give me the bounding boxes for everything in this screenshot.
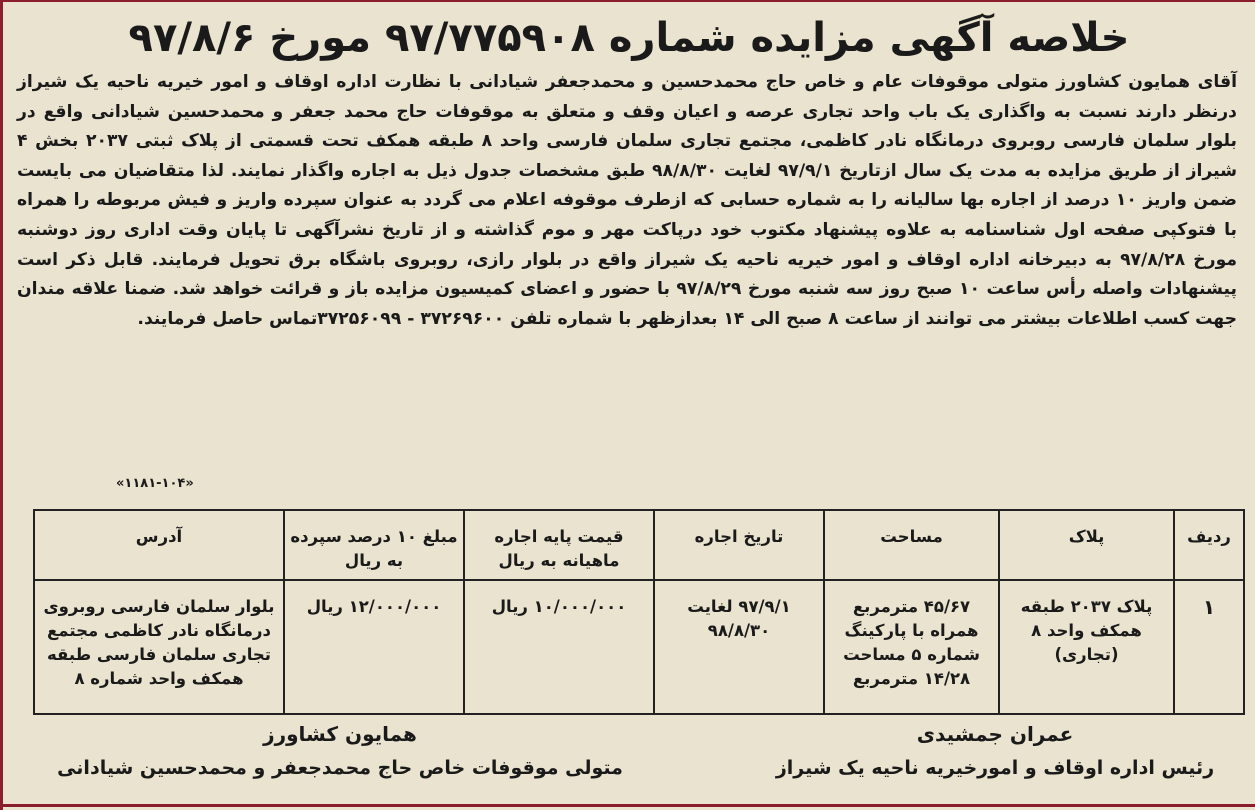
auction-table <box>33 509 1245 715</box>
notice-title: خلاصه آگهی مزایده شماره ۹۷/۷۷۵۹۰۸ مورخ ۹۷/۸/۶ <box>128 15 1130 61</box>
notice-paragraph: آقای همایون کشاورز متولی موقوفات عام و خاص حاج محمدحسین و محمدجعفر شیادانی با نظارت اداره اوقاف و امور خیریه ناحیه یک شیراز درنظر دارند نسبت به واگذاری یک باب واحد تجاری عرصه و اعیان وقف و متعلق به موقوفات حاج محمد جعفر و محمدحسین شیادانی واقع در بلوار سلمان فارسی روبروی درمانگاه نادر کاظمی، مجتمع تجاری سلمان فارسی واحد ۸ طبقه همکف تحت قسمتی از پلاک ثبتی ۲۰۳۷ بخش ۴ شیراز از طریق مزایده به مدت یک سال ازتاریخ ۹۷/۹/۱ لغایت ۹۸/۸/۳۰ طبق مشخصات جدول ذیل به اجاره واگذار نمایند. لذا متقاضیان می بایست ضمن واریز ۱۰ درصد از اجاره بها سالیانه را به شماره حسابی که ازطرف موقوفه اعلام می گردد به عنوان سپرده واریز و فیش مربوطه را همراه با فتوکپی صفحه اول شناسنامه به علاوه پیشنهاد مکتوب خود درپاکت مهر و موم گذاشته و از تاریخ نشرآگهی تا پایان وقت اداری روز دوشنبه مورخ ۹۷/۸/۲۸ به دبیرخانه اداره اوقاف و امور خیریه ناحیه یک شیراز واقع در بلوار رازی، روبروی باشگاه برق تحویل فرمایند. قابل ذکر است پیشنهادات واصله رأس ساعت ۱۰ صبح روز سه شنبه مورخ ۹۷/۸/۲۹ با حضور و اعضای کمیسیون مزایده باز و قرائت خواهد شد. ضمنا علاقه مندان جهت کسب اطلاعات بیشتر می توانند از ساعت ۸ صبح الی ۱۴ بعدازظهر با شماره تلفن ۳۷۲۶۹۶۰۰ - ۳۷۲۵۶۰۹۹تماس حاصل فرمایند. <box>17 72 1237 329</box>
header-lease-date: تاریخ اجاره <box>654 510 824 580</box>
cell-plaque: پلاک ۲۰۳۷ طبقه همکف واحد ۸ (تجاری) <box>999 580 1174 714</box>
header-area: مساحت <box>824 510 999 580</box>
signatory-title-left: متولی موقوفات خاص حاج محمدجعفر و محمدحسین شیادانی <box>57 757 623 779</box>
signatory-name-left: همایون کشاورز <box>263 722 417 746</box>
signatory-name-right: عمران جمشیدی <box>916 722 1074 746</box>
table-row <box>34 580 1244 714</box>
header-plaque: پلاک <box>999 510 1174 580</box>
signature-block-right <box>775 717 1215 785</box>
signature-block-left <box>40 717 640 785</box>
cell-row-number: ۱ <box>1174 580 1244 714</box>
cell-lease-date: ۹۷/۹/۱ لغایت ۹۸/۸/۳۰ <box>654 580 824 714</box>
signatory-title-right: رئیس اداره اوقاف و امورخیریه ناحیه یک شیراز <box>775 757 1215 779</box>
table-header-row <box>34 510 1244 580</box>
header-deposit: مبلغ ۱۰ درصد سپرده به ریال <box>284 510 464 580</box>
cell-address: بلوار سلمان فارسی روبروی درمانگاه نادر کاظمی مجتمع تجاری سلمان فارسی طبقه همکف واحد شماره ۸ <box>34 580 284 714</box>
notice-code: «۱۱۸۱-۱۰۴» <box>116 476 194 491</box>
header-row-number: ردیف <box>1174 510 1244 580</box>
header-address: آدرس <box>34 510 284 580</box>
header-base-price: قیمت پایه اجاره ماهیانه به ریال <box>464 510 654 580</box>
cell-area: ۴۵/۶۷ مترمربع همراه با پارکینگ شماره ۵ مساحت ۱۴/۲۸ مترمربع <box>824 580 999 714</box>
cell-base-price: ۱۰/۰۰۰/۰۰۰ ریال <box>464 580 654 714</box>
bottom-divider <box>0 804 1255 807</box>
cell-deposit: ۱۲/۰۰۰/۰۰۰ ریال <box>284 580 464 714</box>
